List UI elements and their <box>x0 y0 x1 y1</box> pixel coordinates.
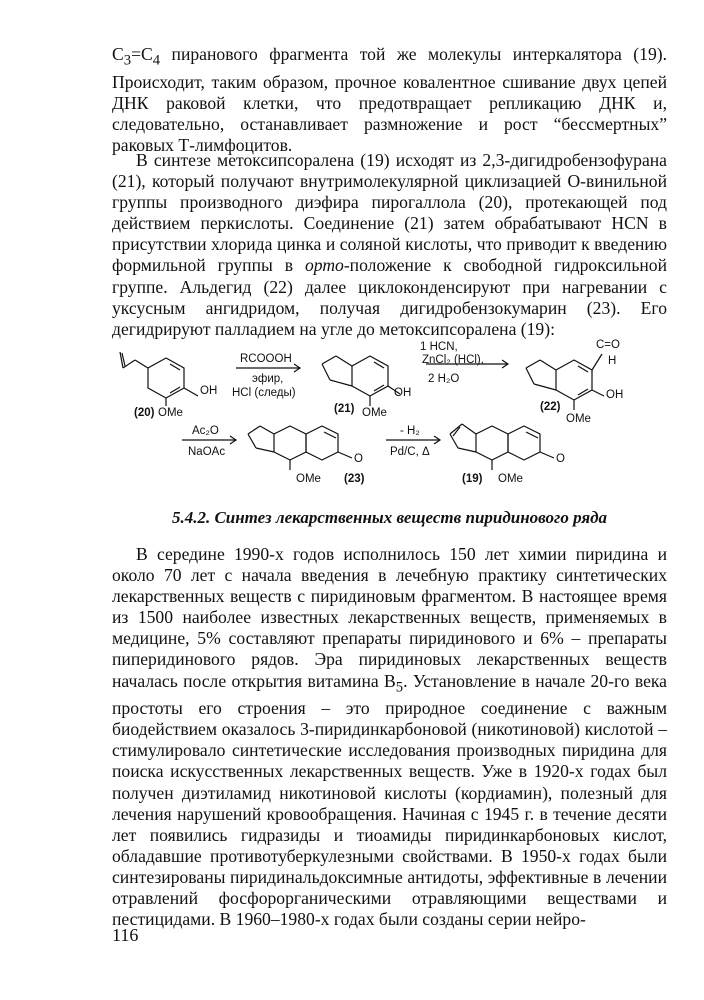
text-run: В синтезе метоксипсоралена (19) исходят из 2,3-дигидробензофурана (21), который получают внутримолекулярной циклизацией О-винильной группы производного диэфира пирогаллола (20), протекающей под действием перкислоты. Соединение (21) затем обрабатывают HCN в присутствии хлорида цинка и соляной кислоты, что приводит к введению формильной группы в <box>112 150 667 276</box>
text-run: 3 <box>123 52 132 69</box>
arrow-1-below-2: HCl (следы) <box>232 387 296 399</box>
label-22: (22) <box>540 401 561 413</box>
arrow-4-above: - H₂ <box>400 425 420 437</box>
label-21: (21) <box>334 403 355 415</box>
sub-22-ome: OMe <box>566 413 591 425</box>
arrow-2-above-1: 1 HCN, <box>420 341 458 353</box>
text-run: орто <box>304 255 344 276</box>
sub-21-ome: OMe <box>362 407 387 419</box>
compound-22-structure <box>526 354 604 410</box>
text-run: . Установление в начале 20-го века простоты его строения – это природное соединение с важным биодействием оказалось 3-пиридинкарбоновой (никотиновой) кислотой – стимулировало синтетические исследования производных пиридина для поиска искусственных лекарственных веществ. Уже в 1920-х годах был получен диэтиламид никотиновой кислоты (кордиамин), полезный для лечения нарушений кровообращения. Начиная с 1945 г. в течение десяти лет появились гидразиды и тиоамиды пиридинкарбоновых кислот, обладавшие противотуберкулезными свойствами. В 1950-х годах были синтезированы пиридинальдоксимные антидоты, эффективные в лечении отравлений фосфорорганическими отравляющими веществами и пестицидами. В 1960–1980-х годах были созданы серии нейро- <box>112 670 667 930</box>
text-run: -положение к свободной гидроксильной группе. Альдегид (22) далее циклоконденсируют при нагревании с уксусным ангидридом, получая дигидробензокумарин (23). Его дегидрируют палладием на угле до метоксипсоралена (19): <box>112 255 667 339</box>
paragraph-pyridine-history <box>112 544 667 930</box>
compound-20-structure <box>120 352 198 406</box>
arrow-2-below: 2 H₂O <box>428 373 460 385</box>
sub-22-co: C=O <box>596 339 620 351</box>
sub-22-h: H <box>608 355 617 367</box>
paragraph-methoxypsoralen-synthesis <box>112 150 667 340</box>
sub-19-ome: OMe <box>498 473 523 485</box>
arrow-2-above-2: ZnCl₂ (HCl), <box>422 354 484 366</box>
page-number: 116 <box>112 925 139 945</box>
sub-20-ome: OMe <box>158 407 183 419</box>
paragraph-intercalator <box>112 44 667 156</box>
text-run: В середине 1990-х годов исполнилось 150 лет химии пиридина и около 70 лет с начала введения в лечебную практику синтетических лекарственных веществ с пиридиновым фрагментом. В настоящее время из 1500 наиболее известных лекарственных веществ, применяемых в медицине, 5% составляют препараты пиридинового и 6% – препараты пиперидинового рядов. Эра пиридиновых лекарственных веществ началась после открытия витамина B <box>112 544 667 691</box>
label-20: (20) <box>134 407 155 419</box>
compound-21-structure <box>322 356 400 406</box>
label-23: (23) <box>344 473 365 485</box>
sub-22-oh: OH <box>606 389 624 401</box>
compound-23-structure <box>248 426 352 470</box>
reaction-scheme <box>100 336 680 496</box>
sub-21-oh: OH <box>394 387 412 399</box>
text-run: =C <box>131 44 153 64</box>
section-heading: 5.4.2. Синтез лекарственных веществ пиридинового ряда <box>171 508 608 527</box>
text-run: C <box>112 44 124 64</box>
sub-20-oh: OH <box>200 385 218 397</box>
text-run: 5 <box>395 679 404 696</box>
text-run: 4 <box>152 52 161 69</box>
arrow-3-above: Ac₂O <box>192 425 219 437</box>
arrow-4-below: Pd/C, Δ <box>390 446 430 458</box>
sub-23-ome: OMe <box>296 473 321 485</box>
sub-23-o: O <box>354 453 363 465</box>
sub-19-o: O <box>556 453 565 465</box>
label-19: (19) <box>462 473 483 485</box>
compound-19-structure <box>450 424 554 470</box>
arrow-1-below-1: эфир, <box>252 373 284 385</box>
arrow-3-below: NaOAc <box>188 446 226 458</box>
arrow-1-above: RCOOOH <box>240 353 292 365</box>
text-run: пиранового фрагмента той же молекулы интеркалятора (19). Происходит, таким образом, прочное ковалентное сшивание двух цепей ДНК раковой клетки, что предотвращает репликацию ДНК и, следовательно, останавливает размножение и рост “бессмертных” раковых Т-лимфоцитов. <box>112 44 667 155</box>
